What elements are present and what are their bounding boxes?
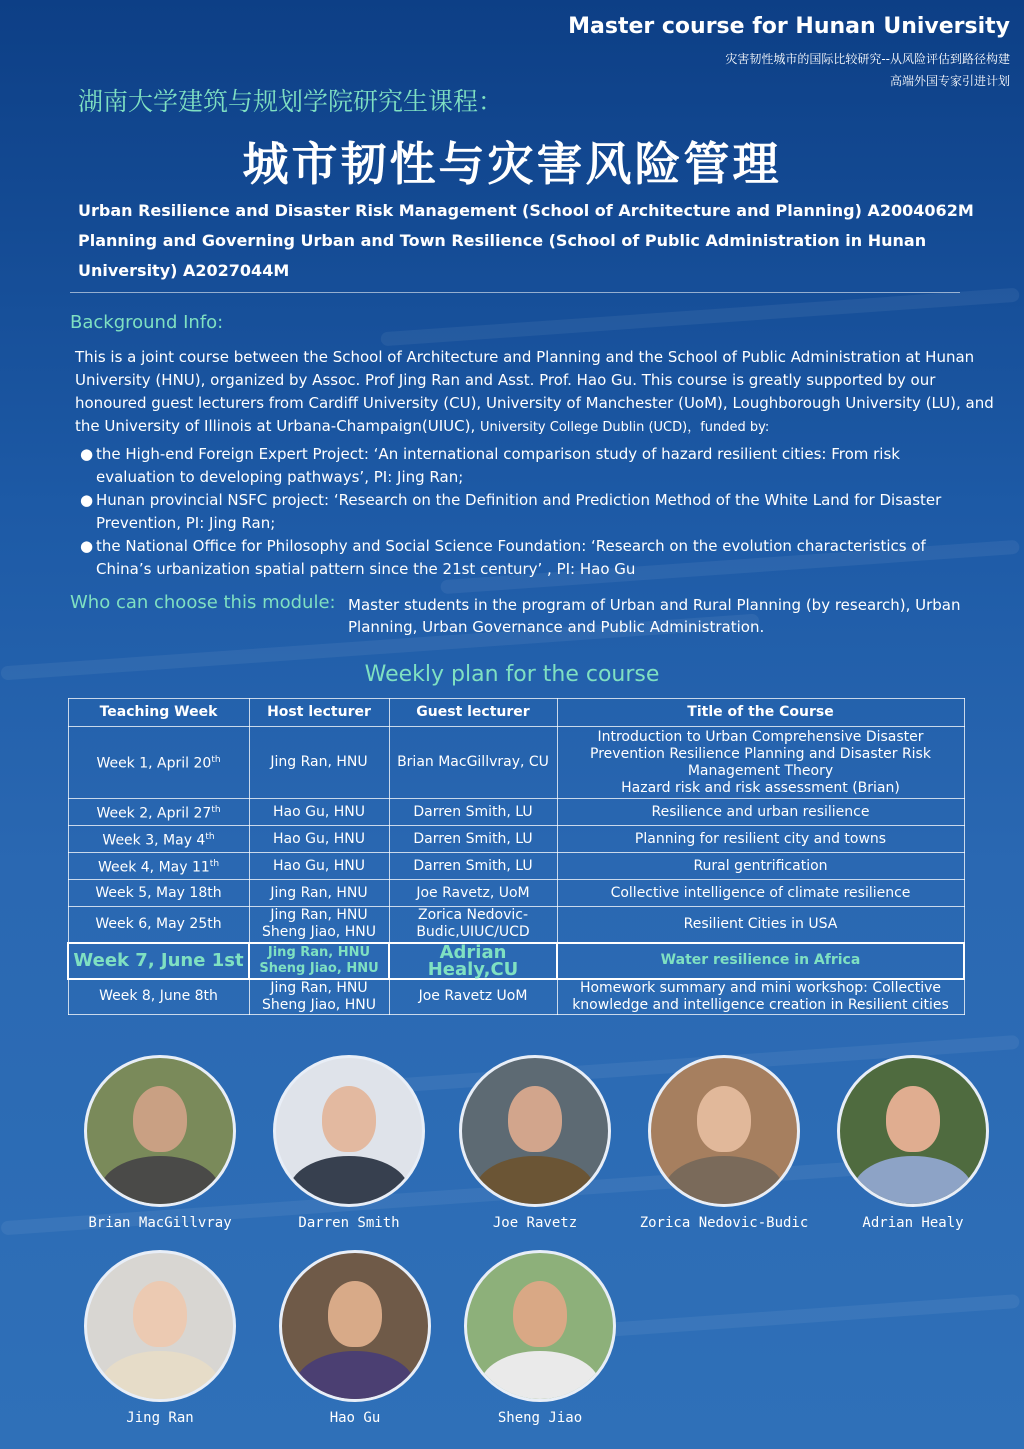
- lecturer-card: [634, 1055, 814, 1231]
- week-label: Week 1, April 20: [96, 755, 212, 772]
- column-header: Guest lecturer: [389, 699, 557, 727]
- guest-line: Joe Ravetz UoM: [418, 988, 528, 1005]
- host-cell: [249, 853, 389, 880]
- week-label: Week 3, May 4: [102, 832, 206, 849]
- host-cell: [249, 799, 389, 826]
- host-line: Hao Gu, HNU: [273, 830, 365, 847]
- host-line: Hao Gu, HNU: [273, 857, 365, 874]
- divider: [70, 292, 960, 293]
- table-row: [68, 907, 964, 943]
- week-label: Week 7, June 1st: [73, 950, 244, 971]
- lecturer-name: Adrian Healy: [862, 1215, 964, 1231]
- title-cell: [557, 907, 964, 943]
- guest-line: Budic,UIUC/UCD: [416, 924, 530, 941]
- avatar-face: [886, 1086, 940, 1152]
- weekly-plan-table: [67, 698, 965, 1015]
- title-line: Introduction to Urban Comprehensive Disaster: [597, 728, 924, 745]
- host-line: Sheng Jiao, HNU: [262, 996, 376, 1013]
- lecturer-name: Joe Ravetz: [492, 1215, 578, 1231]
- guest-line: Darren Smith, LU: [413, 830, 533, 847]
- table-row: [68, 799, 964, 826]
- week-suffix: th: [211, 755, 221, 766]
- week-cell: [68, 979, 249, 1015]
- title-line: Resilience and urban resilience: [651, 803, 870, 820]
- course-cn-subtitle: 湖南大学建筑与规划学院研究生课程：: [78, 87, 504, 116]
- host-line: Sheng Jiao, HNU: [259, 960, 379, 976]
- guest-cell: [389, 826, 557, 853]
- avatar-face: [133, 1281, 187, 1347]
- avatar: [648, 1055, 800, 1207]
- guest-line: Joe Ravetz, UoM: [416, 884, 530, 901]
- host-line: Jing Ran, HNU: [270, 907, 368, 924]
- title-line: Resilient Cities in USA: [683, 915, 838, 932]
- table-row: [68, 826, 964, 853]
- avatar-body: [480, 1351, 600, 1402]
- title-line: Homework summary and mini workshop: Collective: [579, 979, 942, 996]
- title-line: Prevention Resilience Planning and Disaster Risk: [590, 745, 931, 762]
- title-cell: [557, 880, 964, 907]
- lecturer-card: [70, 1055, 250, 1231]
- week-cell: [68, 853, 249, 880]
- title-cell: [557, 727, 964, 799]
- title-cell: [557, 853, 964, 880]
- bullet-icon: ●: [80, 537, 94, 555]
- avatar-body: [100, 1156, 220, 1207]
- week-cell: [68, 727, 249, 799]
- host-line: Sheng Jiao, HNU: [262, 924, 376, 941]
- host-line: Jing Ran, HNU: [270, 884, 368, 901]
- title-cell: [557, 943, 964, 979]
- list-item: [80, 443, 960, 489]
- funding-item-2: Hunan provincial NSFC project: ‘Research on the Definition and Prediction Method of the White Land for Disaster Prevention, PI: Jing Ran;: [96, 491, 942, 532]
- lecturer-card: [70, 1250, 250, 1426]
- lecturer-name: Sheng Jiao: [497, 1410, 583, 1426]
- course-en-title-1: Urban Resilience and Disaster Risk Management (School of Architecture and Planning) A2004062M: [78, 201, 974, 220]
- avatar-face: [508, 1086, 562, 1152]
- host-line: Jing Ran, HNU: [270, 754, 368, 770]
- who-heading: Who can choose this module:: [70, 592, 336, 613]
- course-en-titles: [78, 196, 983, 286]
- course-cn-title: 城市韧性与灾害风险管理: [242, 137, 782, 191]
- guest-line: Darren Smith, LU: [413, 857, 533, 874]
- week-cell: [68, 880, 249, 907]
- avatar-face: [328, 1281, 382, 1347]
- week-label: Week 8, June 8th: [99, 988, 218, 1005]
- table-row: [68, 979, 964, 1015]
- title-line: Water resilience in Africa: [660, 952, 861, 968]
- header-title: Master course for Hunan University: [568, 14, 1010, 39]
- column-header: Teaching Week: [68, 699, 249, 727]
- guest-cell: [389, 727, 557, 799]
- host-cell: [249, 880, 389, 907]
- week-label: Week 5, May 18th: [95, 884, 222, 901]
- background-text-small: University College Dublin (UCD)，funded by:: [480, 420, 770, 435]
- week-label: Week 4, May 11: [97, 859, 210, 876]
- title-cell: [557, 979, 964, 1015]
- week-cell: [68, 799, 249, 826]
- lecturer-card: [823, 1055, 1003, 1231]
- header-subtitle-1: 灾害韧性城市的国际比较研究--从风险评估到路径构建: [725, 52, 1010, 66]
- avatar: [84, 1055, 236, 1207]
- week-suffix: th: [211, 804, 221, 815]
- title-line: Planning for resilient city and towns: [634, 830, 887, 847]
- week-suffix: th: [205, 831, 215, 842]
- table-row: [68, 727, 964, 799]
- avatar: [837, 1055, 989, 1207]
- guest-cell: [389, 799, 557, 826]
- title-cell: [557, 799, 964, 826]
- lecturer-name: Jing Ran: [126, 1410, 194, 1426]
- funding-list: [80, 443, 960, 581]
- table-row: [68, 943, 964, 979]
- avatar-face: [697, 1086, 751, 1152]
- header-subtitle-2: 高端外国专家引进计划: [889, 74, 1010, 88]
- host-cell: [249, 907, 389, 943]
- title-line: Hazard risk and risk assessment (Brian): [621, 779, 900, 796]
- lecturer-card: [259, 1055, 439, 1231]
- avatar: [273, 1055, 425, 1207]
- avatar: [459, 1055, 611, 1207]
- week-label: Week 6, May 25th: [95, 915, 222, 932]
- title-line: Rural gentrification: [693, 857, 828, 874]
- list-item: [80, 535, 960, 581]
- bullet-icon: ●: [80, 445, 94, 463]
- host-cell: [249, 826, 389, 853]
- lecturer-name: Hao Gu: [329, 1410, 381, 1426]
- host-line: Jing Ran, HNU: [267, 944, 371, 960]
- lecturer-card: [450, 1250, 630, 1426]
- host-cell: [249, 979, 389, 1015]
- course-en-title-2: Planning and Governing Urban and Town Resilience (School of Public Administration in Hunan University) A2027044M: [78, 231, 927, 280]
- avatar: [464, 1250, 616, 1402]
- background-text: This is a joint course between the School of Architecture and Planning and the School of Public Administration at Hunan University (HNU), organized by Assoc. Prof Jing Ran and Asst. Prof. Hao Gu. This course is greatly supported by our honoured guest lecturers from Cardiff University (CU), University of Manchester (UoM), Loughborough University (LU), and the University of Illinois at Urbana-Champaign(UIUC),: [75, 348, 994, 435]
- avatar-body: [295, 1351, 415, 1402]
- guest-cell: [389, 880, 557, 907]
- column-header: Host lecturer: [249, 699, 389, 727]
- lecturer-card: [265, 1250, 445, 1426]
- guest-line: Zorica Nedovic-: [418, 907, 528, 924]
- title-line: Management Theory: [687, 762, 834, 779]
- guest-line: Adrian Healy,CU: [427, 941, 519, 980]
- background-paragraph: [75, 346, 1000, 439]
- week-suffix: th: [209, 858, 220, 869]
- guest-cell: [389, 907, 557, 943]
- background-heading: Background Info:: [70, 312, 224, 333]
- avatar-body: [664, 1156, 784, 1207]
- guest-line: Darren Smith, LU: [413, 803, 533, 820]
- table-header-row: [68, 699, 964, 727]
- week-cell: [68, 826, 249, 853]
- table-row: [68, 880, 964, 907]
- title-line: Collective intelligence of climate resilience: [610, 884, 911, 901]
- bullet-icon: ●: [80, 491, 94, 509]
- avatar-face: [513, 1281, 567, 1347]
- guest-cell: [389, 943, 557, 979]
- avatar-face: [322, 1086, 376, 1152]
- host-cell: [249, 727, 389, 799]
- plan-heading: Weekly plan for the course: [364, 662, 660, 687]
- guest-cell: [389, 853, 557, 880]
- avatar-face: [133, 1086, 187, 1152]
- week-cell: [68, 943, 249, 979]
- host-line: Hao Gu, HNU: [273, 803, 365, 820]
- host-line: Jing Ran, HNU: [270, 979, 368, 996]
- guest-line: Brian MacGillvray, CU: [397, 754, 549, 770]
- lecturer-card: [445, 1055, 625, 1231]
- week-label: Week 2, April 27: [96, 805, 212, 822]
- title-line: knowledge and intelligence creation in Resilient cities: [572, 996, 949, 1013]
- column-header: Title of the Course: [557, 699, 964, 727]
- week-cell: [68, 907, 249, 943]
- avatar-body: [289, 1156, 409, 1207]
- who-text: Master students in the program of Urban and Rural Planning (by research), Urban Planning, Urban Governance and Public Administration.: [348, 596, 961, 636]
- lecturer-name: Brian MacGillvray: [88, 1215, 232, 1231]
- lecturer-name: Darren Smith: [298, 1215, 400, 1231]
- guest-cell: [389, 979, 557, 1015]
- list-item: [80, 489, 960, 535]
- avatar-body: [100, 1351, 220, 1402]
- avatar: [279, 1250, 431, 1402]
- lecturer-name: Zorica Nedovic-Budic: [639, 1215, 809, 1231]
- host-cell: [249, 943, 389, 979]
- funding-item-1: the High-end Foreign Expert Project: ‘An international comparison study of hazard resilient cities: From risk evaluation to developing pathways’, PI: Jing Ran;: [96, 445, 900, 486]
- avatar: [84, 1250, 236, 1402]
- funding-item-3: the National Office for Philosophy and Social Science Foundation: ‘Research on the evolution characteristics of China’s urbanization spatial pattern since the 21st century’ , PI: Hao Gu: [96, 537, 926, 578]
- title-cell: [557, 826, 964, 853]
- avatar-body: [853, 1156, 973, 1207]
- table-row: [68, 853, 964, 880]
- avatar-body: [475, 1156, 595, 1207]
